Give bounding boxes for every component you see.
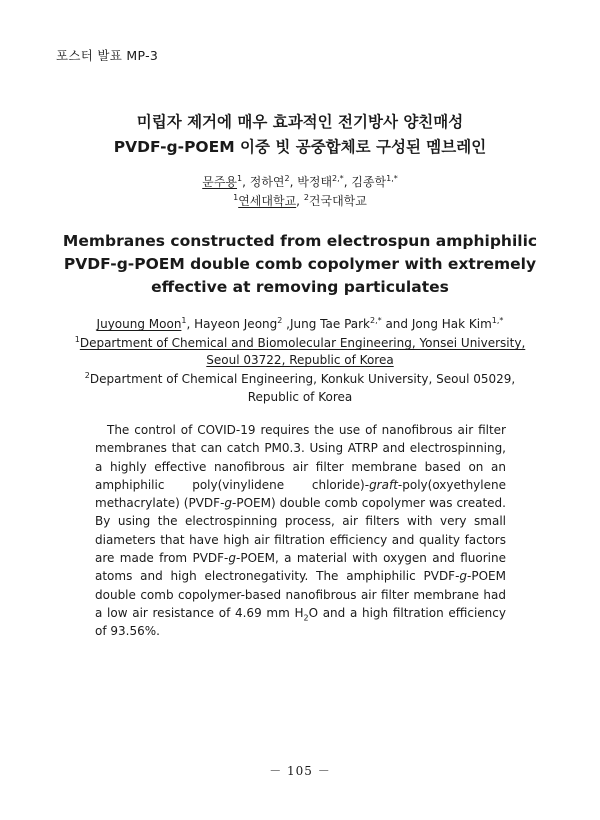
- korean-title-line-1: 미립자 제거에 매우 효과적인 전기방사 양친매성: [136, 113, 464, 131]
- author-superscript: 1,*: [386, 174, 398, 183]
- english-title-line-2: PVDF-g-POEM double comb copolymer with extremely: [63, 255, 537, 273]
- page-number: － 105 －: [269, 764, 331, 778]
- abstract-text: -POEM, a material with oxygen and fluorine atoms and high electronegativity. The amphiphilic PVDF-: [95, 551, 506, 584]
- english-title-line-3: effective at removing particulates: [151, 278, 449, 296]
- english-presenting-author: Juyoung Moon: [96, 317, 182, 331]
- italic-term: g: [228, 551, 237, 566]
- affiliation-superscript: 1: [233, 193, 239, 202]
- korean-affiliation-2: 건국대학교: [308, 194, 367, 208]
- italic-term: g: [459, 569, 468, 584]
- abstract-text: O and a high filtration efficiency of 93.56%.: [95, 605, 506, 639]
- author-superscript: 1: [237, 174, 243, 183]
- english-affiliation-2-line-2: Republic of Korea: [247, 390, 353, 404]
- affiliation-superscript: 2: [84, 371, 90, 380]
- korean-affiliations: [0, 192, 600, 209]
- separator: ,: [296, 194, 304, 208]
- abstract: [95, 421, 506, 641]
- separator: ,: [289, 175, 298, 189]
- korean-author: 김종학: [351, 175, 387, 189]
- korean-authors: [0, 173, 600, 190]
- author-superscript: 2: [277, 316, 283, 325]
- english-author: , Hayeon Jeong: [186, 317, 278, 331]
- author-superscript: 2,*: [370, 316, 382, 325]
- english-affiliation-2-line-1: [0, 372, 600, 386]
- korean-affiliation-1: 연세대학교: [238, 194, 297, 208]
- english-affiliation-1-line-1: [0, 336, 600, 350]
- italic-term: g: [224, 496, 233, 511]
- abstract-text: -poly(oxyethylene methacrylate) (PVDF-: [95, 477, 506, 511]
- affiliation-superscript: 1: [74, 335, 80, 344]
- abstract-text: -POEM double comb copolymer-based nanofibrous air filter membrane had a low air resistance of 4.69 mm H: [95, 569, 506, 620]
- korean-author: 박정태: [297, 175, 333, 189]
- author-superscript: 1,*: [491, 316, 504, 325]
- english-authors: [0, 317, 600, 331]
- session-label: 포스터 발표 MP-3: [56, 48, 159, 63]
- author-superscript: 1: [181, 316, 187, 325]
- abstract-paragraph: [95, 421, 506, 641]
- abstract-text: The control of COVID-19 requires the use of nanofibrous air filter membranes that can catch PM0.3. Using ATRP and electrospinning, a highly effective nanofibrous air filter membrane based on an amphiphilic poly(vinylidene chloride)-: [95, 423, 506, 492]
- english-author: ,Jung Tae Park: [282, 317, 370, 331]
- english-title-line-1: Membranes constructed from electrospun amphiphilic: [62, 232, 538, 250]
- italic-term: graft: [369, 477, 398, 492]
- korean-title-line-2: PVDF-g-POEM 이중 빗 공중합체로 구성된 멤브레인: [113, 138, 487, 156]
- separator: ,: [343, 175, 352, 189]
- subscript: 2: [303, 613, 309, 623]
- affiliation-1-text-cont: Seoul 03722, Republic of Korea: [206, 353, 394, 367]
- korean-presenting-author: 문주용: [202, 175, 238, 189]
- affiliation-superscript: 2: [303, 193, 309, 202]
- author-superscript: 2,*: [332, 174, 344, 183]
- korean-author: 정하연: [249, 175, 285, 189]
- english-author: and Jong Hak Kim: [381, 317, 492, 331]
- affiliation-2-text: Department of Chemical Engineering, Konkuk University, Seoul 05029,: [89, 372, 516, 386]
- abstract-text: -POEM) double comb copolymer was created. By using the electrospinning process, air filters with very small diameters that have high air filtration efficiency and quality factors are made from PVDF-: [95, 496, 506, 566]
- affiliation-1-text: Department of Chemical and Biomolecular Engineering, Yonsei University,: [79, 336, 526, 350]
- author-superscript: 2: [284, 174, 290, 183]
- english-affiliation-1-line-2: [0, 353, 600, 367]
- separator: ,: [242, 175, 250, 189]
